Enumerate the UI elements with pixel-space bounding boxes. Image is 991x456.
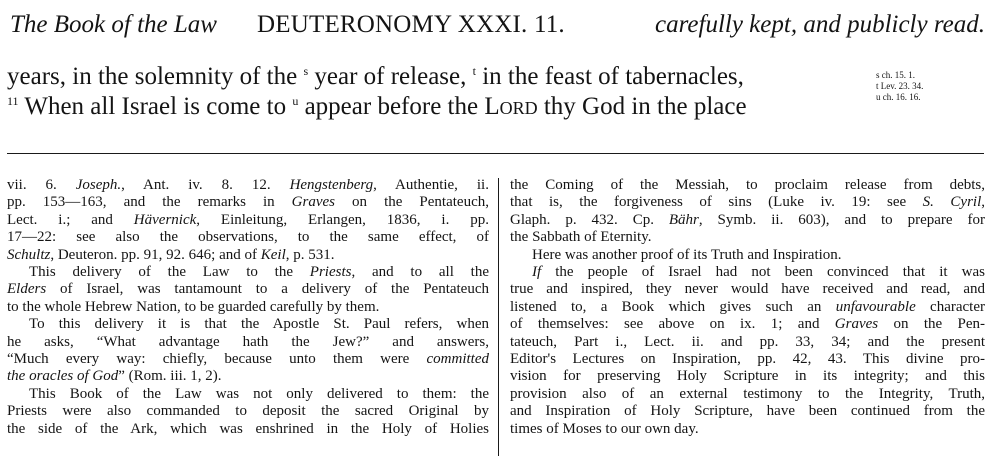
scripture-line-1 bbox=[7, 62, 744, 92]
commentary-line bbox=[7, 229, 489, 246]
scripture-text: year of release, bbox=[314, 63, 473, 90]
commentary-text: character bbox=[915, 298, 985, 315]
commentary-italic-text: Joseph. bbox=[75, 177, 122, 193]
reference-mark: t bbox=[472, 64, 476, 78]
margin-reference: t Lev. 23. 34. bbox=[876, 81, 924, 91]
commentary-text: true and inspired, they never would have received and read, and bbox=[510, 281, 985, 298]
commentary-italic-text: Bähr bbox=[668, 211, 699, 228]
scripture-line-2 bbox=[7, 92, 747, 122]
commentary-text: Here was another proof of its Truth and Inspiration. bbox=[532, 246, 842, 263]
commentary-line bbox=[510, 368, 985, 385]
commentary-text: , bbox=[981, 194, 985, 211]
verse-number: 11 bbox=[7, 94, 19, 108]
commentary-text: times of Moses to our own day. bbox=[510, 420, 699, 437]
commentary-line bbox=[510, 403, 985, 420]
commentary-line bbox=[7, 299, 489, 316]
commentary-text: , Authentie, ii. bbox=[373, 177, 489, 193]
commentary-line bbox=[510, 264, 985, 281]
commentary-line bbox=[510, 334, 985, 351]
commentary-line bbox=[510, 281, 985, 298]
commentary-text: Lect. i.; and bbox=[7, 211, 134, 228]
scripture-text: years, in the solemnity of the bbox=[7, 63, 304, 90]
commentary-line bbox=[7, 194, 489, 211]
commentary-line bbox=[510, 299, 985, 316]
commentary-line bbox=[7, 212, 489, 229]
margin-reference: s ch. 15. 1. bbox=[876, 70, 915, 80]
commentary-text: the Sabbath of Eternity. bbox=[510, 229, 652, 246]
commentary-text: To this delivery it is that the Apostle St. Paul refers, when bbox=[29, 316, 489, 333]
commentary-text: tateuch, Part i., Lect. ii. and pp. 33, 34; and the present bbox=[510, 333, 985, 350]
scripture-text: in the feast of tabernacles, bbox=[482, 63, 744, 90]
commentary-text: of Israel, was tantamount to a delivery of the Pentateuch bbox=[46, 281, 489, 298]
reference-mark: s bbox=[303, 64, 309, 78]
commentary-italic-text: the oracles of God bbox=[7, 368, 119, 385]
commentary-line bbox=[510, 177, 985, 194]
commentary-line bbox=[510, 229, 985, 246]
commentary-text: , Ant. iv. 8. 12. bbox=[121, 177, 290, 193]
margin-references bbox=[876, 70, 988, 103]
commentary-text: the Coming of the Messiah, to proclaim release from debts, bbox=[510, 177, 985, 193]
commentary-italic-text: Graves bbox=[291, 194, 335, 211]
commentary-line bbox=[7, 316, 489, 333]
commentary-line bbox=[7, 351, 489, 368]
commentary-left-column bbox=[7, 177, 489, 438]
scripture-text: thy God in the place bbox=[537, 93, 747, 120]
commentary-right-column bbox=[510, 177, 985, 438]
commentary-italic-text: Keil bbox=[260, 246, 286, 263]
margin-reference: u ch. 16. 16. bbox=[876, 92, 921, 102]
running-header bbox=[10, 10, 985, 40]
commentary-text: Editor's Lectures on Inspiration, pp. 42, 43. This divine pro- bbox=[510, 351, 985, 368]
commentary-italic-text: committed bbox=[426, 351, 489, 368]
commentary-text: he asks, “What advantage hath the Jew?” and answers, bbox=[7, 333, 489, 350]
commentary-text: the side of the Ark, which was enshrined in the Holy of Holies bbox=[7, 420, 489, 437]
commentary-text: vision for preserving Holy Scripture in its integrity; and this bbox=[510, 368, 985, 385]
commentary-line bbox=[510, 351, 985, 368]
header-chapter-verse: DEUTERONOMY XXXI. 11. bbox=[257, 11, 565, 38]
commentary-text: Glaph. p. 432. Cp. bbox=[510, 211, 669, 228]
commentary-line bbox=[7, 264, 489, 281]
commentary-text: listened to, a Book which gives such an bbox=[510, 298, 836, 315]
commentary-line bbox=[510, 421, 985, 438]
commentary-text: on the Pentateuch, bbox=[335, 194, 489, 211]
commentary-text: , and to all the bbox=[351, 264, 489, 281]
commentary-text: “Much every way: chiefly, because unto them were bbox=[7, 351, 427, 368]
commentary-line bbox=[510, 386, 985, 403]
commentary-italic-text: Schultz bbox=[7, 246, 51, 263]
commentary-line bbox=[7, 334, 489, 351]
header-left-title: The Book of the Law bbox=[10, 11, 217, 38]
divine-name: Lord bbox=[484, 93, 538, 120]
scripture-text: When all Israel is come to bbox=[18, 93, 293, 120]
commentary-line bbox=[7, 368, 489, 385]
commentary-line bbox=[510, 194, 985, 211]
commentary-text: of themselves: see above on ix. 1; and bbox=[510, 316, 835, 333]
commentary-text: the people of Israel had not been convinced that it was bbox=[541, 264, 985, 281]
commentary-italic-text: Graves bbox=[834, 316, 879, 333]
commentary-text: ” (Rom. iii. 1, 2). bbox=[118, 368, 222, 385]
commentary-italic-text: Hävernick bbox=[133, 211, 197, 228]
commentary-text: on the Pen- bbox=[878, 316, 985, 333]
commentary-italic-text: Hengstenberg bbox=[289, 177, 374, 193]
column-divider bbox=[498, 178, 499, 456]
commentary-line bbox=[7, 421, 489, 438]
commentary-italic-text: Priests bbox=[309, 264, 352, 281]
commentary-text: , Einleitung, Erlangen, 1836, i. pp. bbox=[196, 211, 489, 228]
commentary-italic-text: unfavourable bbox=[835, 298, 916, 315]
commentary-line bbox=[7, 281, 489, 298]
commentary-text: vii. 6. bbox=[7, 177, 76, 193]
commentary-text: Priests were also commanded to deposit the sacred Original by bbox=[7, 403, 489, 420]
commentary-italic-text: If bbox=[532, 264, 542, 281]
commentary-text: This Book of the Law was not only delivered to them: the bbox=[29, 385, 489, 402]
commentary-text: 17—22: see also the observations, to the same effect, of bbox=[7, 229, 489, 246]
commentary-text: and Inspiration of Holy Scripture, have been continued from the bbox=[510, 403, 985, 420]
commentary-text: pp. 153—163, and the remarks in bbox=[7, 194, 292, 211]
commentary-text: provision also of an external testimony to the Integrity, Truth, bbox=[510, 385, 985, 402]
commentary-line bbox=[7, 386, 489, 403]
reference-mark: u bbox=[292, 94, 299, 108]
commentary-text: , p. 531. bbox=[285, 246, 335, 263]
header-right-title: carefully kept, and publicly read. bbox=[655, 11, 985, 38]
commentary-line bbox=[7, 177, 489, 194]
section-divider bbox=[7, 153, 984, 154]
commentary-text: , Deuteron. pp. 91, 92. 646; and of bbox=[50, 246, 261, 263]
commentary-line bbox=[510, 316, 985, 333]
commentary-line bbox=[7, 247, 489, 264]
commentary-line bbox=[510, 247, 985, 264]
commentary-text: to the whole Hebrew Nation, to be guarded carefully by them. bbox=[7, 298, 380, 315]
commentary-text: that is, the forgiveness of sins (Luke iv. 19: see bbox=[510, 194, 923, 211]
commentary-line bbox=[510, 212, 985, 229]
commentary-text: , Symb. ii. 603), and to prepare for bbox=[698, 211, 985, 228]
commentary-italic-text: S. Cyril bbox=[922, 194, 982, 211]
commentary-text: This delivery of the Law to the bbox=[29, 264, 310, 281]
scripture-text: appear before the bbox=[304, 93, 485, 120]
commentary-italic-text: Elders bbox=[7, 281, 47, 298]
commentary-line bbox=[7, 403, 489, 420]
